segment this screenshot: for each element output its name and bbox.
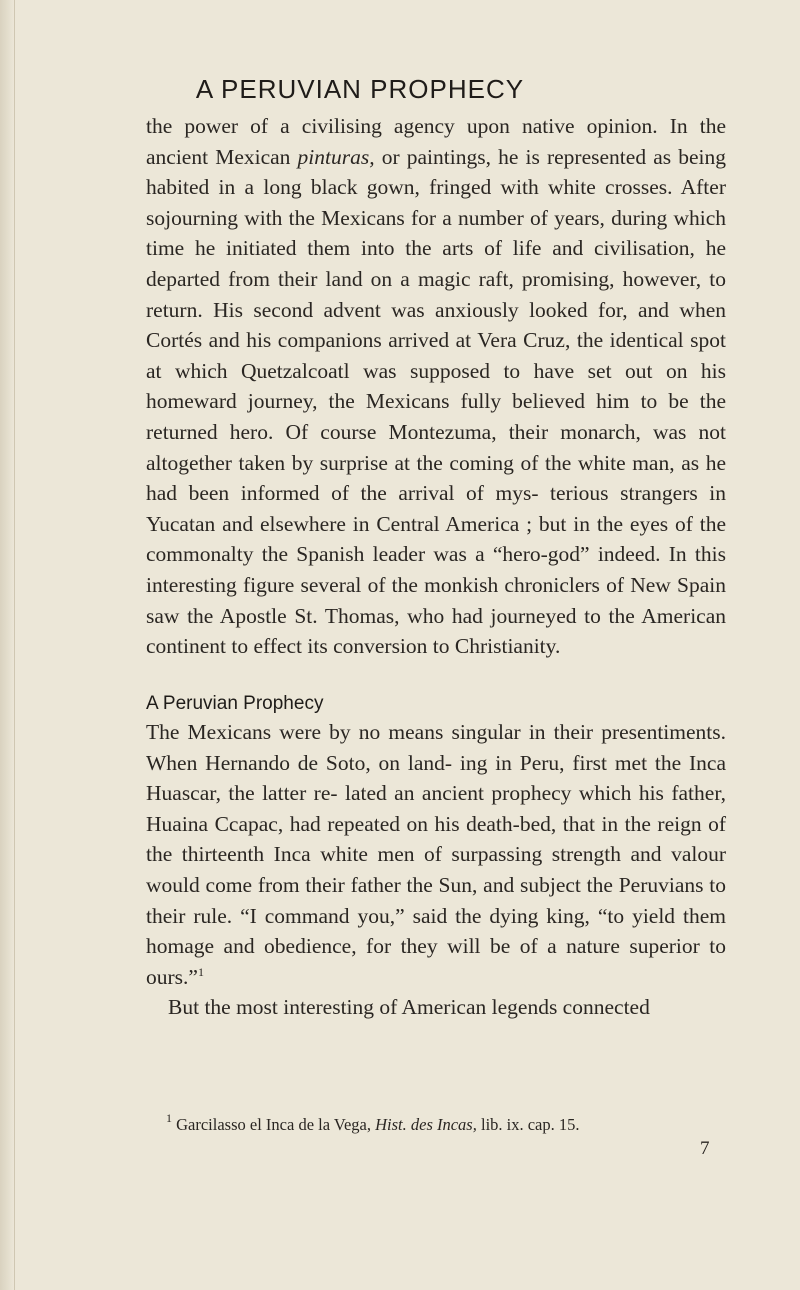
paragraph-1-text: the power of a civilising agency upon native opinion. In the ancient Mexican xyxy=(146,114,726,169)
paragraph-2 xyxy=(146,717,726,1023)
paragraph-1 xyxy=(146,111,726,662)
footnote-italic: Hist. des Incas, xyxy=(375,1115,477,1134)
running-header: A PERUVIAN PROPHECY xyxy=(195,74,525,104)
page-number: 7 xyxy=(700,1138,710,1159)
paragraph-2-text: The Mexicans were by no means singular in their presentiments. When Hernando de Soto, on land- ing in Peru, first met the Inca Huascar, the latter re- lated an ancient prophecy which his father, Huaina Ccapac, had repeated on his death-bed, that in the reign of the thirteenth Inca white men of surpassing strength and valour would come from their father the Sun, and subject the Peruvians to their rule. “I command you,” said the dying king, “to yield them homage and obedience, for they will be of a nature superior to ours.” xyxy=(146,720,726,989)
footnote-text: Garcilasso el Inca de la Vega, xyxy=(172,1115,376,1134)
paragraph-1-italic: pinturas, xyxy=(297,144,375,169)
paragraph-3: But the most interesting of American legends connected xyxy=(168,995,650,1020)
paragraph-1-rest: or paintings, he is represented as being habited in a long black gown, fringed with white crosses. After sojourning with the Mexicans for a number of years, during which time he initiated them into the arts of life and civilisation, he departed from their land on a magic raft, promising, however, to return. His second advent was anxiously looked for, and when Cortés and his companions arrived at Vera Cruz, the identical spot at which Quetzalcoatl was supposed to have set out on his homeward journey, the Mexicans fully believed him to be the returned hero. Of course Montezuma, their monarch, was not altogether taken by surprise at the coming of the white man, as he had been informed of the arrival of mys- terious strangers in Yucatan and elsewhere in Central America ; but in the eyes of the commonalty the Spanish leader was a “hero-god” indeed. In this interesting figure several of the monkish chroniclers of New Spain saw the Apostle St. Thomas, who had journeyed to the American continent to effect its conversion to Christianity. xyxy=(146,144,726,659)
page-edge xyxy=(0,0,15,1290)
footnote-rest: lib. ix. cap. 15. xyxy=(476,1115,580,1134)
section-heading: A Peruvian Prophecy xyxy=(146,693,324,714)
footnote-marker: 1 xyxy=(166,1111,172,1125)
footnote xyxy=(146,1111,726,1136)
footnote-reference: 1 xyxy=(197,964,204,979)
